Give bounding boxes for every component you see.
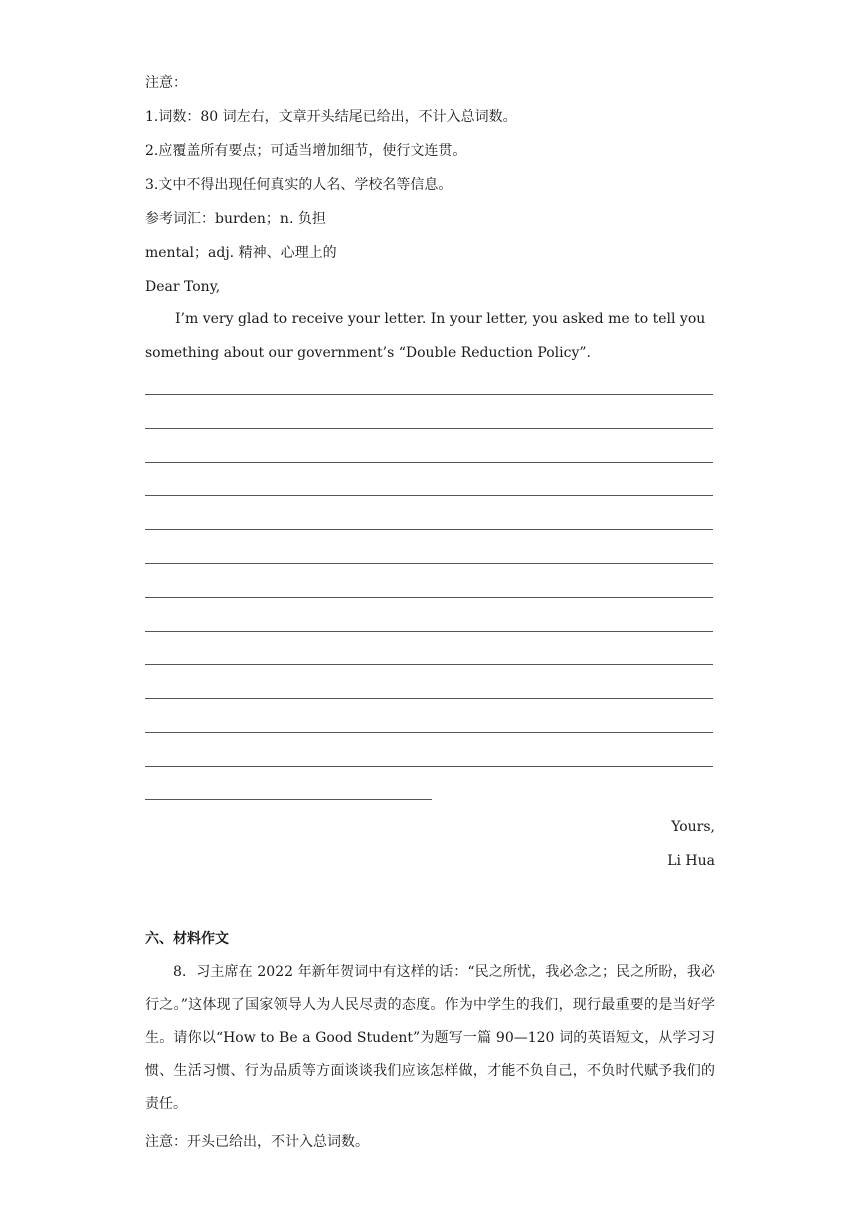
- writing-line: [145, 394, 713, 395]
- question-note: 注意：开头已给出，不计入总词数。: [145, 1134, 369, 1150]
- vocab-mental: mental；adj. 精神、心理上的: [145, 245, 337, 261]
- writing-line: [145, 732, 713, 733]
- note-item-3: 3.文中不得出现任何真实的人名、学校名等信息。: [145, 177, 453, 193]
- writing-line: [145, 766, 713, 767]
- writing-line-short: [145, 799, 432, 800]
- section-title: 六、材料作文: [145, 931, 229, 947]
- notes-heading: 注意：: [145, 75, 187, 91]
- vocab-burden: 参考词汇：burden；n. 负担: [145, 211, 326, 227]
- letter-signature: Li Hua: [667, 853, 715, 869]
- question-text: 8．习主席在 2022 年新年贺词中有这样的话：“民之所忧，我必念之；民之所盼，我必行之。”这体现了国家领导人为人民尽责的态度。作为中学生的我们，现行最重要的是当好学生。请你以“How to Be a Good Student”为题写一篇 90—120 词的英语短文，从学习习惯、生活习惯、行为品质等方面谈谈我们应该怎样做，才能不负自己，不负时代赋予我们的责任。: [145, 964, 715, 1112]
- letter-closing: Yours,: [671, 819, 715, 835]
- note-item-1: 1.词数：80 词左右，文章开头结尾已给出，不计入总词数。: [145, 109, 517, 125]
- writing-line: [145, 529, 713, 530]
- writing-line: [145, 563, 713, 564]
- writing-line: [145, 428, 713, 429]
- writing-line: [145, 631, 713, 632]
- note-item-2: 2.应覆盖所有要点；可适当增加细节，使行文连贯。: [145, 143, 467, 159]
- writing-line: [145, 597, 713, 598]
- writing-line: [145, 495, 713, 496]
- writing-line: [145, 698, 713, 699]
- letter-opening: I’m very glad to receive your letter. In your letter, you asked me to tell you something about our government’s “Double Reduction Policy”.: [145, 311, 706, 361]
- letter-greeting: Dear Tony,: [145, 279, 221, 295]
- writing-line: [145, 462, 713, 463]
- writing-line: [145, 664, 713, 665]
